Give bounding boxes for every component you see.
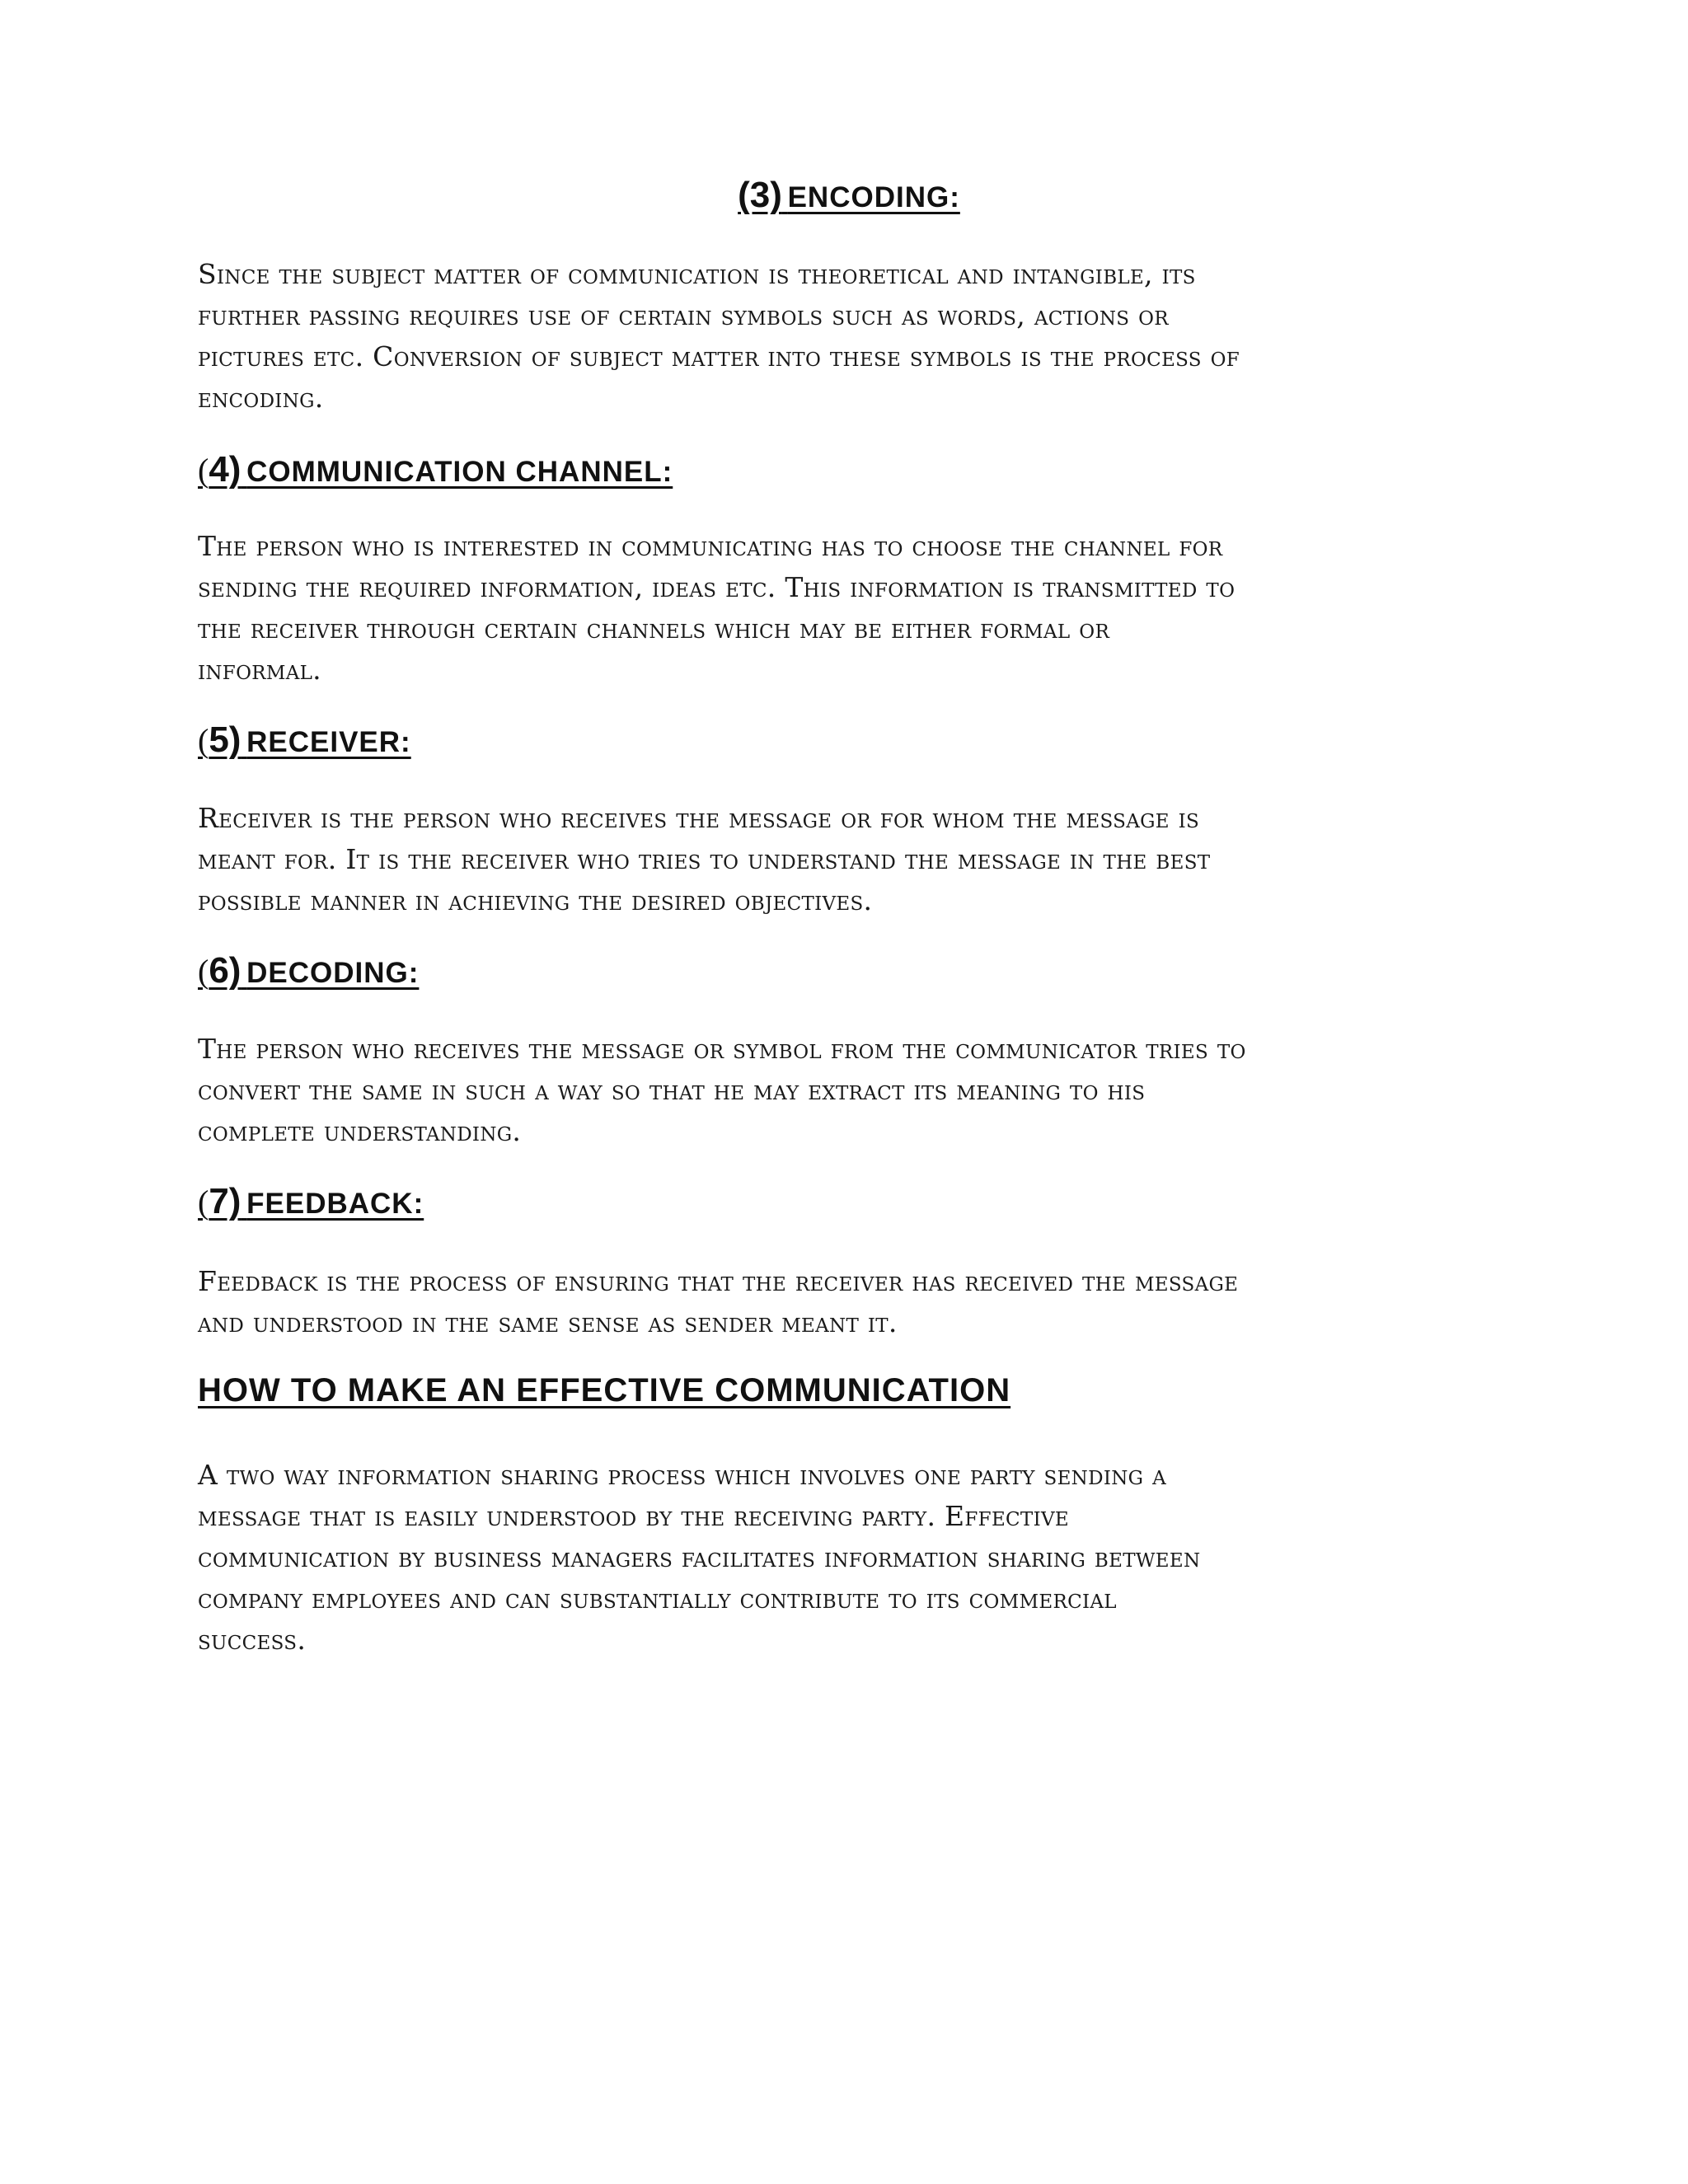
paragraph-line: message that is easily understood by the receiving party. Effective [198, 1500, 1069, 1532]
heading-paren: ( [198, 953, 209, 990]
paragraph-line: and understood in the same sense as sender meant it. [198, 1306, 898, 1338]
paragraph-line: the receiver through certain channels which may be either formal or [198, 612, 1110, 644]
heading-effective-communication [198, 1372, 1010, 1409]
heading-communication-channel [198, 449, 673, 490]
paragraph-line: possible manner in achieving the desired objectives. [198, 884, 873, 916]
heading-number: (3) [738, 175, 782, 215]
paragraph-line: further passing requires use of certain symbols such as words, actions or [198, 299, 1169, 331]
heading-number: 6) [209, 950, 241, 991]
heading-title: RECEIVER: [246, 726, 411, 758]
heading-receiver [198, 719, 411, 761]
paragraph-decoding [198, 1029, 1500, 1152]
paragraph-line: company employees and can substantially contribute to its commercial [198, 1582, 1117, 1615]
paragraph-line: Receiver is the person who receives the message or for whom the message is [198, 802, 1200, 834]
heading-title: DECODING: [246, 957, 420, 989]
paragraph-encoding [198, 254, 1500, 419]
paragraph-line: The person who is interested in communicating has to choose the channel for [198, 530, 1223, 562]
paragraph-receiver [198, 798, 1500, 921]
paragraph-line: communication by business managers facilitates information sharing between [198, 1541, 1201, 1573]
heading-title: HOW TO MAKE AN EFFECTIVE COMMUNICATION [198, 1372, 1011, 1408]
paragraph-line: A two way information sharing process which involves one party sending a [198, 1459, 1167, 1491]
paragraph-line: meant for. It is the receiver who tries to understand the message in the best [198, 843, 1211, 875]
paragraph-line: complete understanding. [198, 1115, 522, 1147]
paragraph-line: sending the required information, ideas etc. This information is transmitted to [198, 571, 1236, 603]
heading-title: ENCODING: [787, 181, 960, 213]
paragraph-line: The person who receives the message or symbol from the communicator tries to [198, 1033, 1246, 1065]
heading-paren: ( [198, 452, 209, 489]
paragraph-line: Since the subject matter of communication is theoretical and intangible, its [198, 258, 1196, 290]
heading-encoding [198, 175, 1500, 216]
paragraph-feedback [198, 1261, 1500, 1343]
paragraph-line: success. [198, 1624, 307, 1656]
heading-title: FEEDBACK: [246, 1188, 424, 1220]
paragraph-communication-channel [198, 526, 1500, 691]
paragraph-line: convert the same in such a way so that he may extract its meaning to his [198, 1074, 1146, 1106]
paragraph-line: Feedback is the process of ensuring that the receiver has received the message [198, 1265, 1239, 1297]
paragraph-line: informal. [198, 654, 321, 686]
heading-paren: ( [198, 1183, 209, 1221]
paragraph-line: pictures etc. Conversion of subject matter into these symbols is the process of [198, 340, 1240, 373]
paragraph-line: encoding. [198, 382, 324, 414]
heading-title: COMMUNICATION CHANNEL: [246, 456, 673, 488]
heading-feedback [198, 1181, 424, 1222]
heading-number: 4) [209, 449, 241, 490]
heading-paren: ( [198, 722, 209, 759]
heading-number: 5) [209, 719, 241, 760]
paragraph-effective-communication [198, 1455, 1500, 1661]
heading-decoding [198, 950, 419, 991]
heading-number: 7) [209, 1181, 241, 1221]
